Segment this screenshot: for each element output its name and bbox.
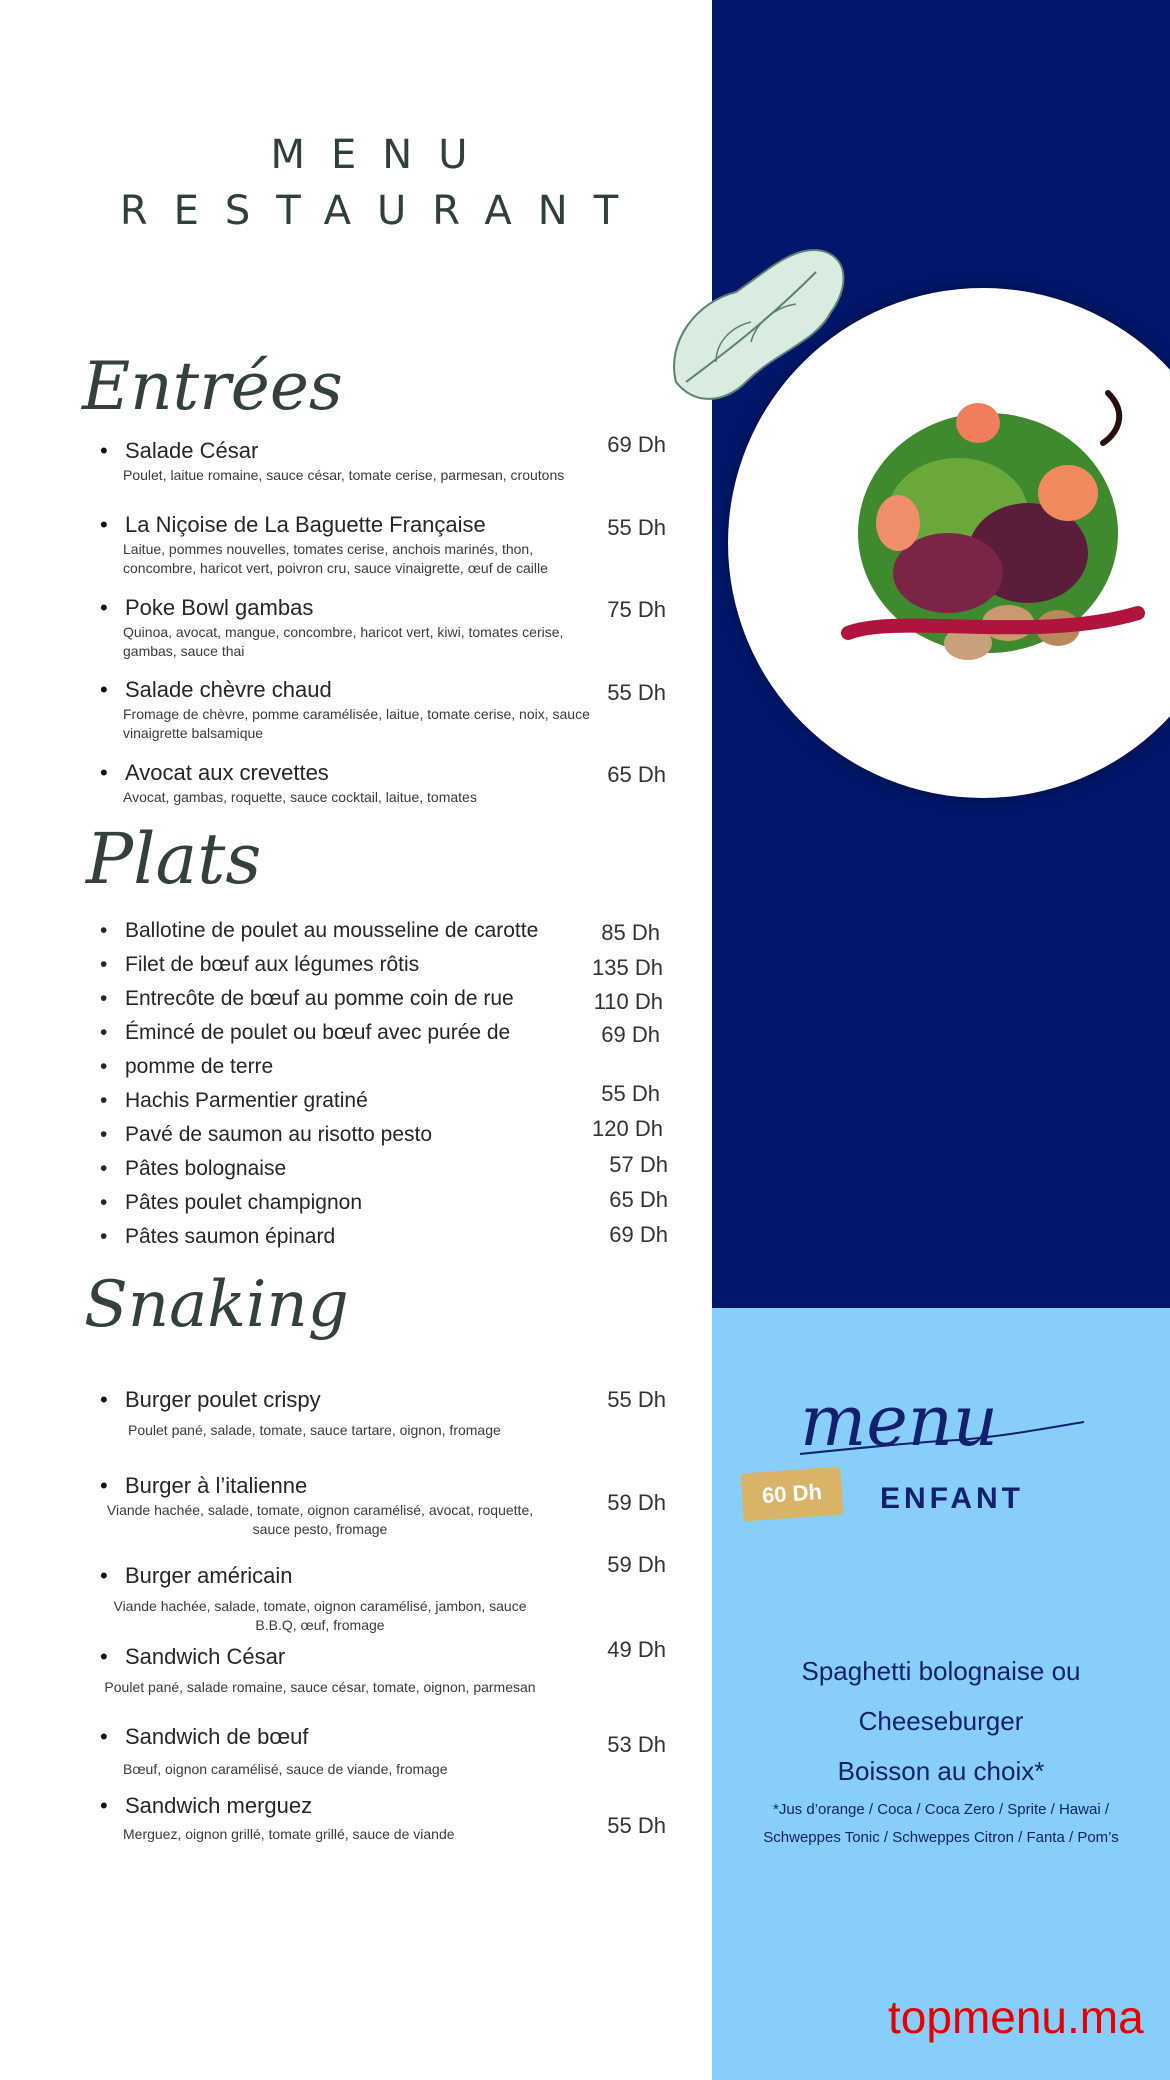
- entree-item: [100, 438, 610, 485]
- menu-title: MENU: [270, 132, 494, 178]
- item-name: • Salade chèvre chaud: [100, 677, 610, 703]
- item-name: • Sandwich de bœuf: [100, 1724, 610, 1750]
- item-price: 69 Dh: [601, 1022, 660, 1047]
- plats-section-title: Plats: [86, 818, 262, 900]
- item-description: Poulet, laitue romaine, sauce césar, tomate cerise, parmesan, croutons: [123, 467, 565, 483]
- kids-drink-options: *Jus d’orange / Coca / Coca Zero / Sprite / Hawai /: [773, 1801, 1109, 1818]
- item-price: 69 Dh: [609, 1222, 668, 1247]
- item-price: 65 Dh: [609, 1187, 668, 1212]
- entree-item: [100, 512, 610, 578]
- item-description: Poulet pané, salade, tomate, sauce tartare, oignon, fromage: [128, 1422, 501, 1438]
- kids-menu-script-title: menu: [800, 1380, 998, 1462]
- entree-item: [100, 595, 610, 661]
- item-name: • Burger à l’italienne: [100, 1473, 610, 1499]
- item-price: 55 Dh: [601, 1081, 660, 1106]
- item-description: Poulet pané, salade romaine, sauce césar, tomate, oignon, parmesan: [104, 1679, 536, 1695]
- item-price: 75 Dh: [607, 597, 666, 622]
- plat-item: • Filet de bœuf aux légumes rôtis: [100, 948, 605, 982]
- item-price: 53 Dh: [607, 1732, 666, 1757]
- item-description: Avocat, gambas, roquette, sauce cocktail, laitue, tomates: [123, 789, 477, 805]
- item-description: Fromage de chèvre, pomme caramélisée, laitue, tomate cerise, noix, sauce vinaigrette balsamique: [123, 706, 590, 741]
- snack-item: [100, 1644, 610, 1697]
- item-price: 69 Dh: [607, 432, 666, 457]
- item-description: Bœuf, oignon caramélisé, sauce de viande, fromage: [123, 1761, 448, 1777]
- item-price: 49 Dh: [607, 1637, 666, 1662]
- item-description: Laitue, pommes nouvelles, tomates cerise, anchois marinés, thon, concombre, haricot vert, poivron cru, sauce vinaigrette, œuf de caille: [123, 541, 548, 576]
- snaking-section-title: Snaking: [84, 1268, 349, 1342]
- kids-dish-line: Cheeseburger: [858, 1706, 1024, 1736]
- item-price: 110 Dh: [593, 989, 663, 1014]
- item-price: 135 Dh: [592, 955, 663, 980]
- plat-item: • Hachis Parmentier gratiné: [100, 1084, 605, 1118]
- item-name: • La Niçoise de La Baguette Française: [100, 512, 610, 538]
- item-name: • Salade César: [100, 438, 610, 464]
- plat-item: • Pâtes saumon épinard: [100, 1220, 605, 1254]
- item-price: 55 Dh: [607, 680, 666, 705]
- item-description: Viande hachée, salade, tomate, oignon caramélisé, jambon, sauce B.B.Q, œuf, fromage: [113, 1598, 527, 1633]
- entrees-section-title: Entrées: [82, 348, 343, 425]
- item-price: 65 Dh: [607, 762, 666, 787]
- item-name: • Sandwich César: [100, 1644, 610, 1670]
- plat-item: • Entrecôte de bœuf au pomme coin de rue: [100, 982, 605, 1016]
- plat-item-continued: • pomme de terre: [100, 1050, 605, 1084]
- item-price: 59 Dh: [607, 1552, 666, 1577]
- kids-dish-line: Spaghetti bolognaise ou: [801, 1656, 1081, 1686]
- item-name: • Avocat aux crevettes: [100, 760, 610, 786]
- restaurant-title: RESTAURANT: [119, 188, 645, 234]
- item-price: 55 Dh: [607, 1387, 666, 1412]
- item-description: Merguez, oignon grillé, tomate grillé, sauce de viande: [123, 1826, 455, 1842]
- plat-item: • Émincé de poulet ou bœuf avec purée de: [100, 1016, 605, 1050]
- item-name: • Burger poulet crispy: [100, 1387, 610, 1413]
- item-price: 85 Dh: [601, 920, 660, 945]
- item-name: • Sandwich merguez: [100, 1793, 610, 1819]
- item-price: 120 Dh: [592, 1116, 663, 1141]
- entree-item: [100, 677, 610, 743]
- snack-item: [100, 1793, 610, 1844]
- item-name: • Burger américain: [100, 1563, 610, 1589]
- item-description: Quinoa, avocat, mangue, concombre, haricot vert, kiwi, tomates cerise, gambas, sauce thai: [123, 624, 564, 659]
- brand-watermark: topmenu.ma: [888, 1991, 1144, 2043]
- snack-item: [100, 1724, 610, 1779]
- plat-item: • Pavé de saumon au risotto pesto: [100, 1118, 605, 1152]
- kids-menu-title: ENFANT: [880, 1482, 1024, 1515]
- item-price: 59 Dh: [607, 1490, 666, 1515]
- snack-item: [100, 1387, 610, 1440]
- item-name: • Poke Bowl gambas: [100, 595, 610, 621]
- kids-drink-line: Boisson au choix*: [837, 1756, 1045, 1786]
- plat-item: • Ballotine de poulet au mousseline de carotte: [100, 914, 605, 948]
- plat-item: • Pâtes bolognaise: [100, 1152, 605, 1186]
- script-swash-decoration: [798, 1420, 1088, 1460]
- kids-drink-options: Schweppes Tonic / Schweppes Citron / Fanta / Pom’s: [763, 1829, 1119, 1846]
- item-description: Viande hachée, salade, tomate, oignon caramélisé, avocat, roquette, sauce pesto, fromage: [106, 1502, 534, 1537]
- item-price: 55 Dh: [607, 1813, 666, 1838]
- salad-illustration: [838, 383, 1148, 713]
- entree-item: [100, 760, 610, 807]
- item-price: 57 Dh: [609, 1152, 668, 1177]
- item-price: 55 Dh: [607, 515, 666, 540]
- plat-item: • Pâtes poulet champignon: [100, 1186, 605, 1220]
- kids-price-badge: 60 Dh: [740, 1467, 843, 1522]
- snack-item: [100, 1473, 610, 1539]
- snack-item: [100, 1563, 610, 1635]
